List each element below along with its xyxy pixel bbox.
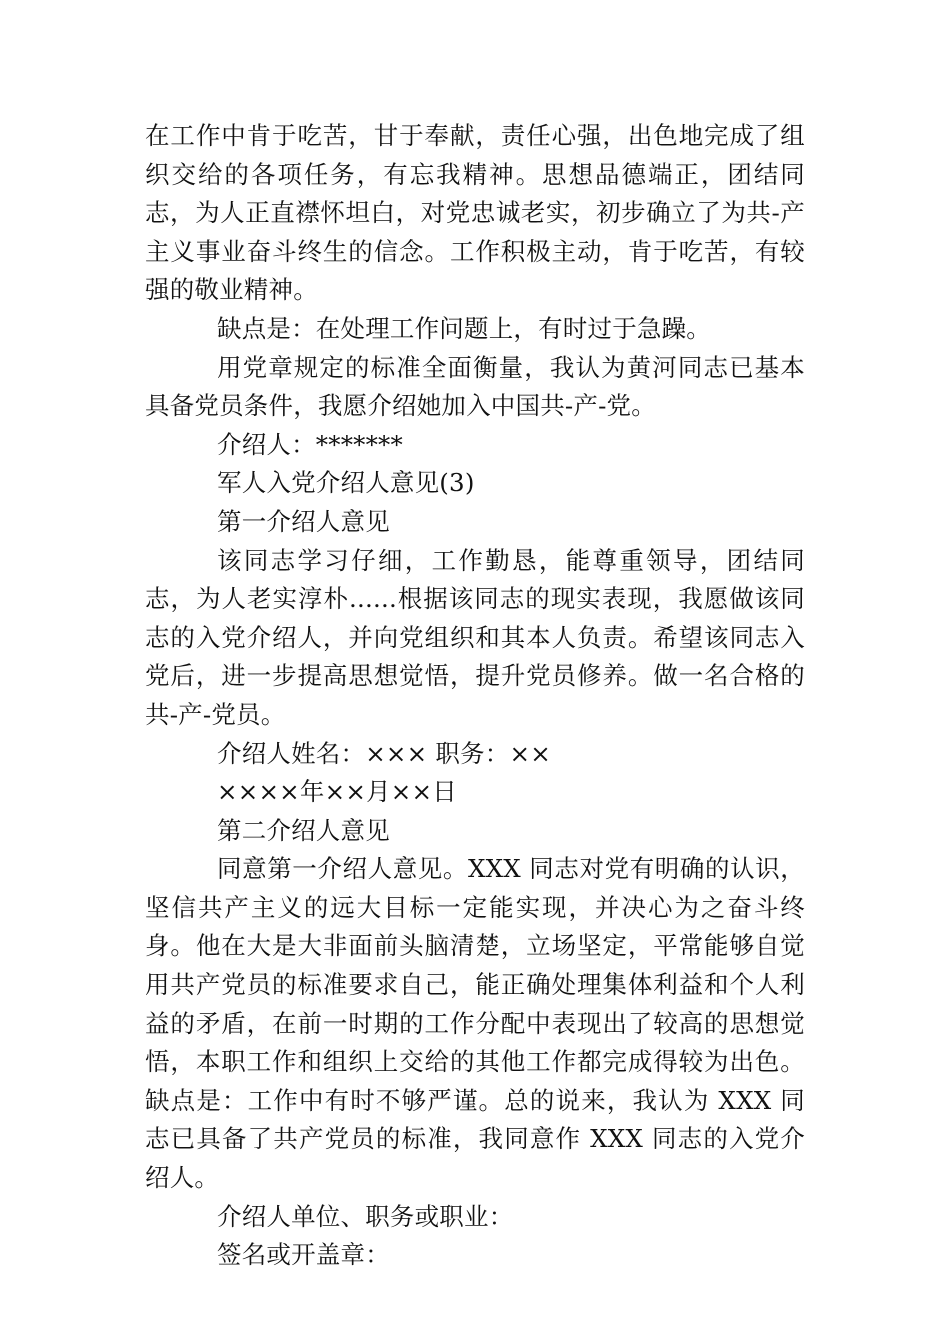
first-opinion-heading: 第一介绍人意见	[217, 506, 390, 536]
document-body	[145, 117, 805, 1275]
introducer-line: 介绍人：*******	[217, 429, 403, 459]
paragraph-shortcoming: 缺点是：在处理工作问题上，有时过于急躁。	[217, 313, 711, 343]
first-introducer-date: ××××年××月××日	[217, 777, 457, 807]
second-introducer-unit: 介绍人单位、职务或职业：	[217, 1201, 514, 1231]
paragraph-intro-continued: 在工作中肯于吃苦，甘于奉献，责任心强，出色地完成了组织交给的各项任务，有忘我精神。思想品德端正，团结同志，为人正直襟怀坦白，对党忠诚老实，初步确立了为共-产主义事业奋斗终生的信念。工作积极主动，肯于吃苦，有较强的敬业精神。	[145, 121, 805, 305]
signature-line: 签名或开盖章：	[217, 1240, 390, 1270]
section-title: 军人入党介绍人意见(3)	[217, 468, 475, 498]
second-opinion-heading: 第二介绍人意见	[217, 815, 390, 845]
first-opinion-body: 该同志学习仔细，工作勤恳，能尊重领导，团结同志，为人老实淳朴......根据该同志的现实表现，我愿做该同志的入党介绍人，并向党组织和其本人负责。希望该同志入党后，进一步提高思想觉悟，提升党员修养。做一名合格的共-产-党员。	[145, 545, 805, 729]
second-opinion-body: 同意第一介绍人意见。XXX 同志对党有明确的认识，坚信共产主义的远大目标一定能实现，并决心为之奋斗终身。他在大是大非面前头脑清楚，立场坚定，平常能够自觉用共产党员的标准要求自己，能正确处理集体利益和个人利益的矛盾，在前一时期的工作分配中表现出了较高的思想觉悟，本职工作和组织上交给的其他工作都完成得较为出色。缺点是：工作中有时不够严谨。总的说来，我认为 XXX 同志已具备了共产党员的标准，我同意作 XXX 同志的入党介绍人。	[145, 854, 805, 1193]
paragraph-conclusion: 用党章规定的标准全面衡量，我认为黄河同志已基本具备党员条件，我愿介绍她加入中国共-产-党。	[145, 352, 805, 421]
first-introducer-name: 介绍人姓名：××× 职务：××	[217, 738, 551, 768]
